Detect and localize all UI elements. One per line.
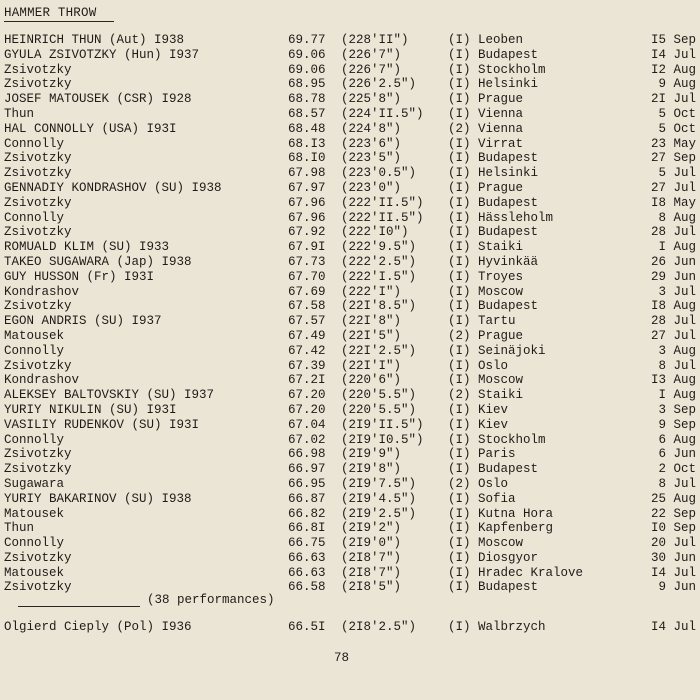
table-row	[4, 373, 696, 388]
table-row	[4, 536, 696, 551]
athlete-name: JOSEF MATOUSEK (CSR) I928	[4, 92, 192, 107]
mark-imperial: (222'2.5")	[341, 254, 417, 269]
placing: (I)	[448, 314, 471, 329]
date: 3 Jul	[658, 284, 696, 299]
mark-meters: 66.98	[288, 447, 326, 462]
mark-meters: 67.70	[288, 269, 326, 284]
mark-meters: 68.95	[288, 77, 326, 92]
mark-imperial: (222'I.5")	[341, 269, 417, 284]
table-row	[4, 388, 696, 403]
mark-meters: 66.5I	[288, 620, 326, 634]
mark-imperial: (2I9'I0.5")	[341, 432, 424, 447]
venue: Stockholm	[478, 432, 546, 447]
table-row	[4, 299, 696, 314]
date: 6 Aug	[658, 432, 696, 447]
venue: Prague	[478, 328, 524, 343]
venue: Vienna	[478, 106, 524, 121]
mark-imperial: (220'5.5")	[341, 402, 417, 417]
athlete-name: Kondrashov	[4, 284, 80, 299]
mark-meters: 66.82	[288, 506, 326, 521]
athlete-name: Zsivotzky	[4, 447, 72, 462]
venue: Hradec Kralove	[478, 565, 584, 580]
mark-imperial: (223'6")	[341, 136, 402, 151]
placing: (I)	[448, 343, 471, 358]
page-number: 78	[334, 651, 350, 665]
venue: Helsinki	[478, 166, 539, 181]
mark-meters: 67.02	[288, 432, 326, 447]
mark-imperial: (2I8'5")	[341, 580, 402, 595]
mark-meters: 66.95	[288, 476, 326, 491]
mark-imperial: (2I9'7.5")	[341, 476, 417, 491]
athlete-name: Zsivotzky	[4, 299, 72, 314]
date: 9 Sep	[658, 417, 696, 432]
table-row	[4, 122, 696, 137]
date: I2 Aug	[650, 62, 696, 77]
table-row	[4, 329, 696, 344]
venue: Tartu	[478, 314, 516, 329]
mark-imperial: (22I'2.5")	[341, 343, 417, 358]
athlete-name: Zsivotzky	[4, 580, 72, 595]
placing: (I)	[448, 550, 471, 565]
placing: (I)	[448, 521, 471, 536]
mark-imperial: (225'8")	[341, 92, 402, 107]
venue: Hässleholm	[478, 210, 554, 225]
date: I Aug	[658, 240, 696, 255]
mark-meters: 68.57	[288, 106, 326, 121]
extra-record-row	[4, 620, 696, 635]
mark-meters: 66.58	[288, 580, 326, 595]
mark-meters: 66.87	[288, 491, 326, 506]
athlete-name: EGON ANDRIS (SU) I937	[4, 314, 162, 329]
heading-underline	[4, 21, 114, 22]
athlete-name: Zsivotzky	[4, 195, 72, 210]
athlete-name: Zsivotzky	[4, 151, 72, 166]
mark-imperial: (224'8")	[341, 121, 402, 136]
placing: (I)	[448, 506, 471, 521]
table-row	[4, 433, 696, 448]
mark-imperial: (223'0.5")	[341, 166, 417, 181]
date: 27 Sep	[650, 151, 696, 166]
mark-imperial: (222'9.5")	[341, 240, 417, 255]
date: 30 Jun	[650, 550, 696, 565]
athlete-name: HEINRICH THUN (Aut) I938	[4, 33, 185, 47]
placing: (I)	[448, 254, 471, 269]
athlete-name: Connolly	[4, 136, 65, 151]
placing: (I)	[448, 240, 471, 255]
athlete-name: Connolly	[4, 343, 65, 358]
table-row	[4, 521, 696, 536]
date: I8 May	[650, 195, 696, 210]
athlete-name: HAL CONNOLLY (USA) I93I	[4, 121, 177, 136]
mark-meters: 67.20	[288, 402, 326, 417]
venue: Kapfenberg	[478, 521, 554, 536]
date: I4 Jul	[650, 565, 696, 580]
placing: (I)	[448, 195, 471, 210]
date: 8 Jul	[658, 358, 696, 373]
placing: (I)	[448, 62, 471, 77]
venue: Helsinki	[478, 77, 539, 92]
table-row	[4, 225, 696, 240]
date: I3 Aug	[650, 373, 696, 388]
athlete-name: GYULA ZSIVOTZKY (Hun) I937	[4, 47, 200, 62]
table-row	[4, 359, 696, 374]
records-list	[4, 33, 696, 595]
date: 28 Jul	[650, 314, 696, 329]
athlete-name: GUY HUSSON (Fr) I93I	[4, 269, 155, 284]
placing: (I)	[448, 106, 471, 121]
mark-imperial: (22I'I")	[341, 358, 402, 373]
mark-meters: 69.77	[288, 33, 326, 47]
athlete-name: YURIY NIKULIN (SU) I93I	[4, 402, 177, 417]
date: 2 Oct	[658, 462, 696, 477]
athlete-name: Matousek	[4, 565, 65, 580]
mark-meters: 68.I0	[288, 151, 326, 166]
venue: Seinäjoki	[478, 343, 546, 358]
separator-line	[18, 606, 140, 607]
placing: (2)	[448, 121, 471, 136]
table-row	[4, 48, 696, 63]
athlete-name: ALEKSEY BALTOVSKIY (SU) I937	[4, 388, 215, 403]
mark-imperial: (2I8'2.5")	[341, 620, 417, 634]
mark-imperial: (22I'8.5")	[341, 299, 417, 314]
venue: Prague	[478, 92, 524, 107]
table-row	[4, 137, 696, 152]
placing: (2)	[448, 476, 471, 491]
date: 3 Sep	[658, 402, 696, 417]
table-row	[4, 166, 696, 181]
date: 28 Jul	[650, 225, 696, 240]
date: I4 Jul	[650, 620, 696, 634]
athlete-name: Zsivotzky	[4, 62, 72, 77]
mark-meters: 67.92	[288, 225, 326, 240]
table-row	[4, 196, 696, 211]
venue: Moscow	[478, 373, 524, 388]
date: 27 Jul	[650, 180, 696, 195]
venue: Paris	[478, 447, 516, 462]
athlete-name: Matousek	[4, 328, 65, 343]
mark-meters: 67.49	[288, 328, 326, 343]
table-row	[4, 551, 696, 566]
mark-imperial: (2I8'7")	[341, 550, 402, 565]
mark-meters: 69.06	[288, 62, 326, 77]
athlete-name: Zsivotzky	[4, 166, 72, 181]
placing: (I)	[448, 580, 471, 595]
table-row	[4, 580, 696, 595]
venue: Budapest	[478, 195, 539, 210]
athlete-name: Zsivotzky	[4, 358, 72, 373]
page-heading: HAMMER THROW	[4, 6, 97, 20]
date: 23 May	[650, 136, 696, 151]
date: 5 Jul	[658, 166, 696, 181]
placing: (I)	[448, 373, 471, 388]
venue: Budapest	[478, 462, 539, 477]
mark-imperial: (226'7")	[341, 47, 402, 62]
placing: (I)	[448, 210, 471, 225]
athlete-name: Connolly	[4, 536, 65, 551]
date: 2I Jul	[650, 92, 696, 107]
venue: Moscow	[478, 536, 524, 551]
mark-meters: 66.97	[288, 462, 326, 477]
mark-meters: 66.8I	[288, 521, 326, 536]
date: 22 Sep	[650, 506, 696, 521]
athlete-name: Zsivotzky	[4, 462, 72, 477]
mark-meters: 67.96	[288, 210, 326, 225]
date: 8 Jul	[658, 476, 696, 491]
table-row	[4, 403, 696, 418]
table-row	[4, 477, 696, 492]
athlete-name: Zsivotzky	[4, 550, 72, 565]
date: 29 Jun	[650, 269, 696, 284]
placing: (I)	[448, 136, 471, 151]
date: 27 Jul	[650, 328, 696, 343]
date: I5 Sep	[650, 33, 696, 47]
mark-meters: 66.63	[288, 565, 326, 580]
mark-imperial: (22I'5")	[341, 328, 402, 343]
mark-imperial: (2I9'8")	[341, 462, 402, 477]
venue: Prague	[478, 180, 524, 195]
performance-count: (38 performances)	[147, 593, 275, 607]
mark-meters: 68.78	[288, 92, 326, 107]
athlete-name: ROMUALD KLIM (SU) I933	[4, 240, 170, 255]
venue: Troyes	[478, 269, 524, 284]
table-row	[4, 418, 696, 433]
venue: Walbrzych	[478, 620, 546, 634]
venue: Budapest	[478, 225, 539, 240]
venue: Vienna	[478, 121, 524, 136]
date: 3 Aug	[658, 343, 696, 358]
placing: (I)	[448, 402, 471, 417]
mark-meters: 67.20	[288, 388, 326, 403]
mark-meters: 67.73	[288, 254, 326, 269]
mark-meters: 66.75	[288, 536, 326, 551]
venue: Sofia	[478, 491, 516, 506]
table-row	[4, 270, 696, 285]
mark-imperial: (220'6")	[341, 373, 402, 388]
table-row	[4, 107, 696, 122]
mark-imperial: (2I9'9")	[341, 447, 402, 462]
date: I8 Aug	[650, 299, 696, 314]
date: 9 Jun	[658, 580, 696, 595]
athlete-name: Connolly	[4, 432, 65, 447]
placing: (I)	[448, 77, 471, 92]
table-row	[4, 63, 696, 78]
mark-meters: 66.63	[288, 550, 326, 565]
date: 20 Jul	[650, 536, 696, 551]
placing: (I)	[448, 180, 471, 195]
athlete-name: Matousek	[4, 506, 65, 521]
table-row	[4, 181, 696, 196]
placing: (I)	[448, 536, 471, 551]
date: 26 Jun	[650, 254, 696, 269]
mark-imperial: (22I'8")	[341, 314, 402, 329]
mark-meters: 69.06	[288, 47, 326, 62]
table-row	[4, 507, 696, 522]
venue: Staiki	[478, 240, 524, 255]
mark-imperial: (220'5.5")	[341, 388, 417, 403]
athlete-name: Zsivotzky	[4, 225, 72, 240]
placing: (I)	[448, 491, 471, 506]
athlete-name: Olgierd Cieply (Pol) I936	[4, 620, 192, 634]
venue: Virrat	[478, 136, 524, 151]
date: 5 Oct	[658, 106, 696, 121]
mark-meters: 67.69	[288, 284, 326, 299]
mark-meters: 67.58	[288, 299, 326, 314]
athlete-name: Kondrashov	[4, 373, 80, 388]
mark-imperial: (222'II.5")	[341, 195, 424, 210]
venue: Kiev	[478, 417, 509, 432]
placing: (I)	[448, 462, 471, 477]
date: I0 Sep	[650, 521, 696, 536]
mark-imperial: (223'5")	[341, 151, 402, 166]
mark-meters: 68.I3	[288, 136, 326, 151]
table-row	[4, 344, 696, 359]
placing: (I)	[448, 565, 471, 580]
date: 25 Aug	[650, 491, 696, 506]
mark-meters: 67.57	[288, 314, 326, 329]
table-row	[4, 314, 696, 329]
mark-meters: 67.97	[288, 180, 326, 195]
athlete-name: Thun	[4, 521, 35, 536]
table-row	[4, 151, 696, 166]
mark-imperial: (2I9'II.5")	[341, 417, 424, 432]
mark-imperial: (223'0")	[341, 180, 402, 195]
venue: Budapest	[478, 299, 539, 314]
venue: Staiki	[478, 388, 524, 403]
date: I Aug	[658, 388, 696, 403]
placing: (I)	[448, 269, 471, 284]
table-row	[4, 211, 696, 226]
venue: Diosgyor	[478, 550, 539, 565]
mark-imperial: (2I9'4.5")	[341, 491, 417, 506]
athlete-name: Connolly	[4, 210, 65, 225]
venue: Moscow	[478, 284, 524, 299]
mark-meters: 67.39	[288, 358, 326, 373]
venue: Hyvinkää	[478, 254, 539, 269]
athlete-name: YURIY BAKARINOV (SU) I938	[4, 491, 192, 506]
table-row	[4, 92, 696, 107]
table-row	[4, 462, 696, 477]
venue: Stockholm	[478, 62, 546, 77]
venue: Budapest	[478, 151, 539, 166]
placing: (I)	[448, 47, 471, 62]
table-row	[4, 240, 696, 255]
mark-meters: 67.9I	[288, 240, 326, 255]
placing: (I)	[448, 432, 471, 447]
table-row	[4, 255, 696, 270]
mark-imperial: (2I8'7")	[341, 565, 402, 580]
placing: (I)	[448, 299, 471, 314]
venue: Budapest	[478, 580, 539, 595]
mark-imperial: (224'II.5")	[341, 106, 424, 121]
venue: Leoben	[478, 33, 524, 47]
placing: (I)	[448, 33, 471, 47]
athlete-name: GENNADIY KONDRASHOV (SU) I938	[4, 180, 222, 195]
date: 5 Oct	[658, 121, 696, 136]
mark-imperial: (222'I")	[341, 284, 402, 299]
placing: (I)	[448, 447, 471, 462]
mark-imperial: (2I9'2.5")	[341, 506, 417, 521]
date: 9 Aug	[658, 77, 696, 92]
venue: Kiev	[478, 402, 509, 417]
placing: (I)	[448, 92, 471, 107]
placing: (2)	[448, 388, 471, 403]
mark-meters: 67.2I	[288, 373, 326, 388]
date: I4 Jul	[650, 47, 696, 62]
mark-imperial: (228'II")	[341, 33, 409, 47]
table-row	[4, 566, 696, 581]
date: 8 Aug	[658, 210, 696, 225]
mark-imperial: (226'7")	[341, 62, 402, 77]
placing: (I)	[448, 151, 471, 166]
table-row	[4, 285, 696, 300]
mark-meters: 68.48	[288, 121, 326, 136]
athlete-name: TAKEO SUGAWARA (Jap) I938	[4, 254, 192, 269]
table-row	[4, 447, 696, 462]
placing: (I)	[448, 620, 471, 634]
venue: Oslo	[478, 476, 509, 491]
mark-imperial: (2I9'2")	[341, 521, 402, 536]
mark-imperial: (222'II.5")	[341, 210, 424, 225]
placing: (I)	[448, 284, 471, 299]
athlete-name: Sugawara	[4, 476, 65, 491]
mark-imperial: (222'I0")	[341, 225, 409, 240]
table-row	[4, 77, 696, 92]
athlete-name: Zsivotzky	[4, 77, 72, 92]
mark-meters: 67.98	[288, 166, 326, 181]
mark-meters: 67.96	[288, 195, 326, 210]
mark-meters: 67.04	[288, 417, 326, 432]
table-row	[4, 33, 696, 48]
placing: (I)	[448, 225, 471, 240]
placing: (I)	[448, 417, 471, 432]
placing: (I)	[448, 358, 471, 373]
placing: (I)	[448, 166, 471, 181]
venue: Oslo	[478, 358, 509, 373]
mark-meters: 67.42	[288, 343, 326, 358]
date: 6 Jun	[658, 447, 696, 462]
venue: Kutna Hora	[478, 506, 554, 521]
venue: Budapest	[478, 47, 539, 62]
mark-imperial: (226'2.5")	[341, 77, 417, 92]
table-row	[4, 492, 696, 507]
athlete-name: Thun	[4, 106, 35, 121]
athlete-name: VASILIY RUDENKOV (SU) I93I	[4, 417, 200, 432]
mark-imperial: (2I9'0")	[341, 536, 402, 551]
placing: (2)	[448, 328, 471, 343]
